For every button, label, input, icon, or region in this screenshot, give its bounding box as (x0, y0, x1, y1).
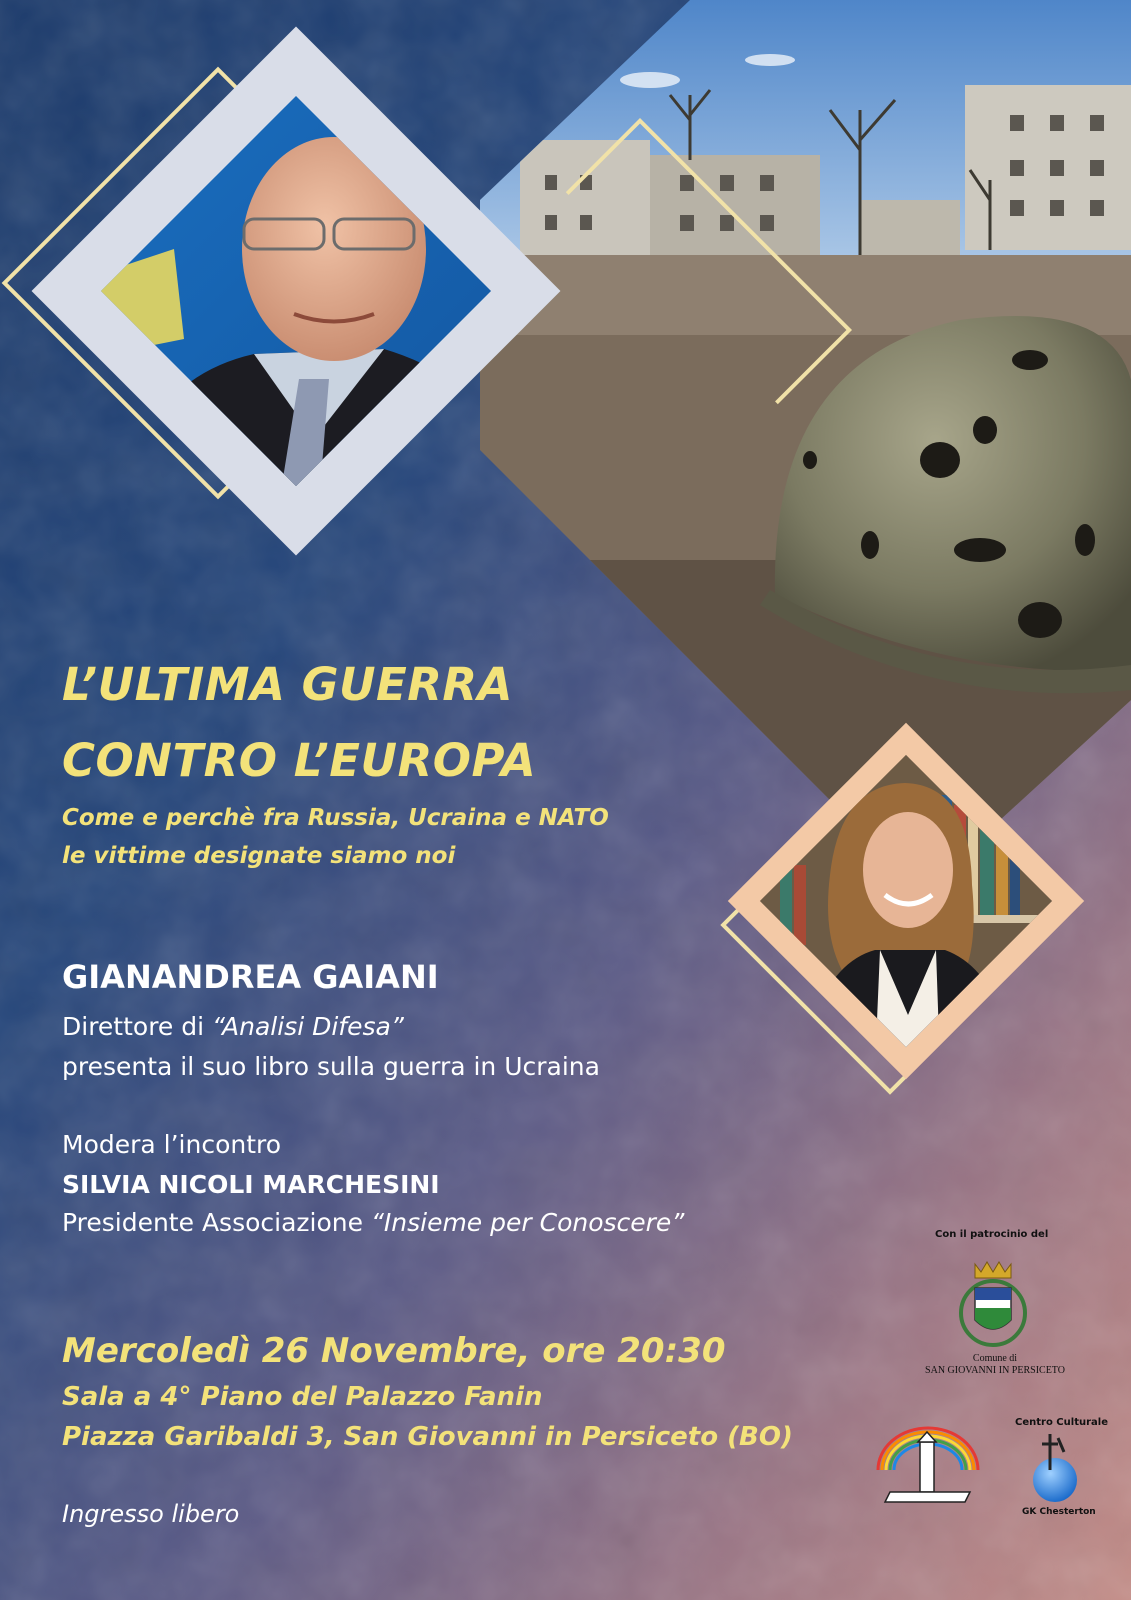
event-date: Mercoledì 26 Novembre, ore 20:30 (62, 1331, 726, 1371)
moderator-role-prefix: Presidente Associazione (62, 1208, 371, 1237)
speaker-description: presenta il suo libro sulla guerra in Ucraina (62, 1052, 600, 1081)
chesterton-name: GK Chesterton (1022, 1507, 1096, 1517)
rainbow-tower-logo (870, 1420, 985, 1510)
chesterton-logo (1028, 1430, 1082, 1506)
entry-note: Ingresso libero (62, 1500, 240, 1528)
event-subtitle-line-2: le vittime designate siamo noi (62, 843, 456, 869)
moderator-intro: Modera l’incontro (62, 1130, 282, 1159)
event-title-line-2: CONTRO L’EUROPA (62, 734, 537, 787)
event-venue-line-1: Sala a 4° Piano del Palazzo Fanin (62, 1382, 543, 1412)
speaker-publication: “Analisi Difesa” (212, 1012, 404, 1041)
event-title-line-1: L’ULTIMA GUERRA (62, 658, 513, 711)
moderator-role (62, 1208, 684, 1237)
event-subtitle-line-1: Come e perchè fra Russia, Ucraina e NATO (62, 805, 609, 831)
coat-of-arms-icon (955, 1258, 1031, 1348)
speaker-role (62, 1012, 404, 1041)
comune-line-2: SAN GIOVANNI IN PERSICETO (925, 1365, 1065, 1376)
moderator-association: “Insieme per Conoscere” (370, 1208, 685, 1237)
moderator-name: SILVIA NICOLI MARCHESINI (62, 1170, 440, 1199)
event-venue-line-2: Piazza Garibaldi 3, San Giovanni in Persiceto (BO) (62, 1422, 793, 1452)
comune-line-1: Comune di (972, 1353, 1018, 1364)
speaker-role-prefix: Direttore di (62, 1012, 213, 1041)
comune-label (900, 1353, 1090, 1377)
speaker-name: GIANANDREA GAIANI (62, 958, 439, 996)
patronage-label: Con il patrocinio del (935, 1229, 1049, 1240)
centro-culturale-label: Centro Culturale (1015, 1417, 1108, 1428)
